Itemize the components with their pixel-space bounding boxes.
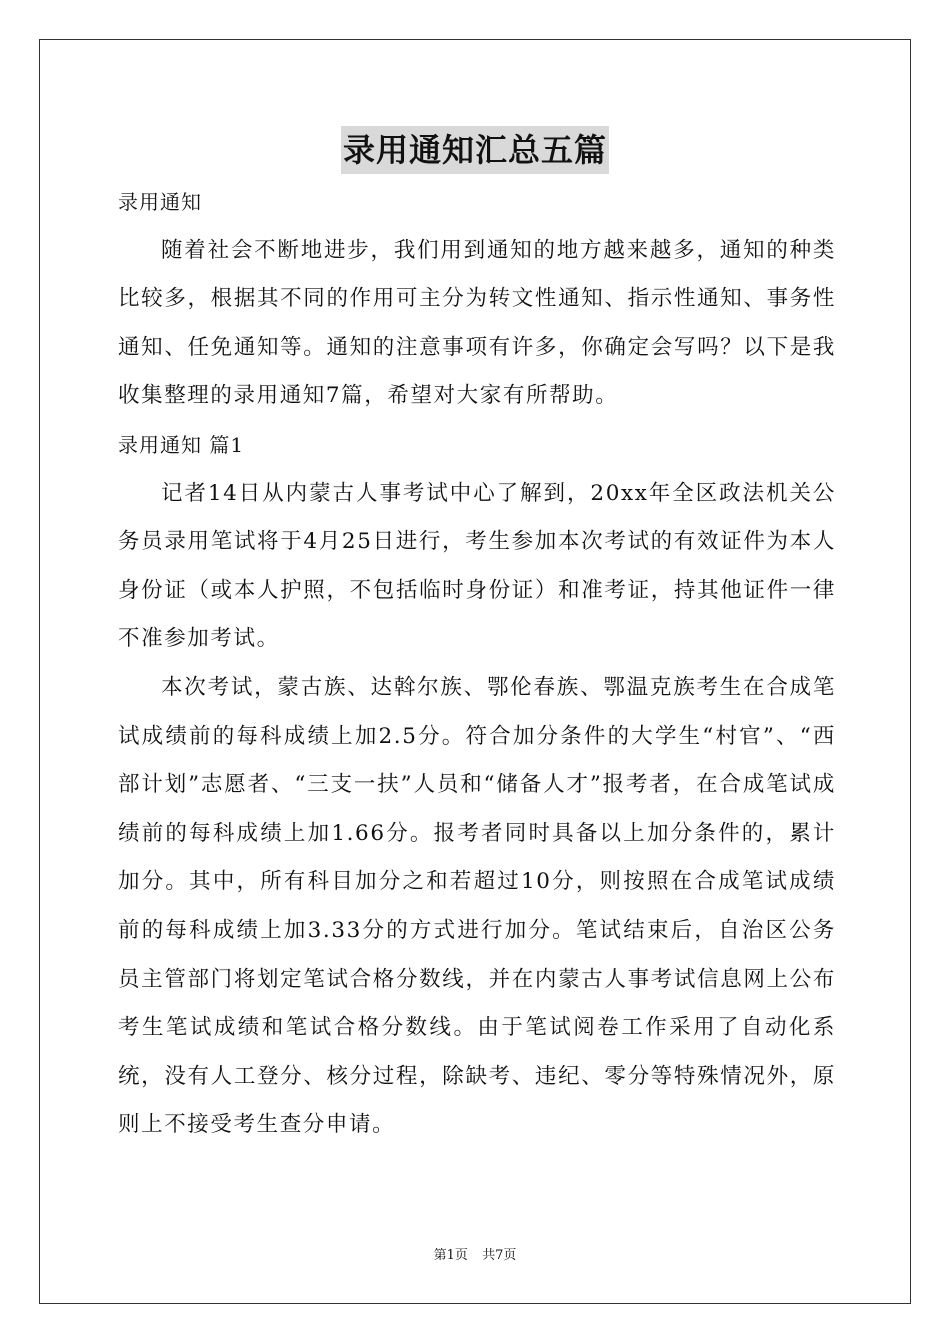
section-heading-article-1: 录用通知 篇1 (118, 432, 245, 457)
page-number: 第1页 (433, 1248, 468, 1263)
document-body (118, 178, 836, 1150)
paragraph-exam-date: 记者14日从内蒙古人事考试中心了解到，20xx年全区政法机关公务员录用笔试将于4月25日进行，考生参加本次考试的有效证件为本人身份证（或本人护照，不包括临时身份证）和准考证，持其他证件一律不准参加考试。 (118, 480, 836, 652)
page-total: 共7页 (482, 1248, 517, 1263)
page-footer (0, 1244, 950, 1263)
section-heading-intro: 录用通知 (118, 190, 202, 214)
paragraph-bonus-points: 本次考试，蒙古族、达斡尔族、鄂伦春族、鄂温克族考生在合成笔试成绩前的每科成绩上加2.5分。符合加分条件的大学生“村官”、“西部计划”志愿者、“三支一扶”人员和“储备人才”报考者，在合成笔试成绩前的每科成绩上加1.66分。报考者同时具备以上加分条件的，累计加分。其中，所有科目加分之和若超过10分，则按照在合成笔试成绩前的每科成绩上加3.33分的方式进行加分。笔试结束后，自治区公务员主管部门将划定笔试合格分数线，并在内蒙古人事考试信息网上公布考生笔试成绩和笔试合格分数线。由于笔试阅卷工作采用了自动化系统，没有人工登分、核分过程，除缺考、违纪、零分等特殊情况外，原则上不接受考生查分申请。 (118, 674, 836, 1138)
document-title (0, 126, 950, 174)
document-title-text: 录用通知汇总五篇 (341, 126, 609, 174)
paragraph-intro: 随着社会不断地进步，我们用到通知的地方越来越多，通知的种类比较多，根据其不同的作用可主分为转文性通知、指示性通知、事务性通知、任免通知等。通知的注意事项有许多，你确定会写吗？以下是我收集整理的录用通知7篇，希望对大家有所帮助。 (118, 237, 836, 409)
